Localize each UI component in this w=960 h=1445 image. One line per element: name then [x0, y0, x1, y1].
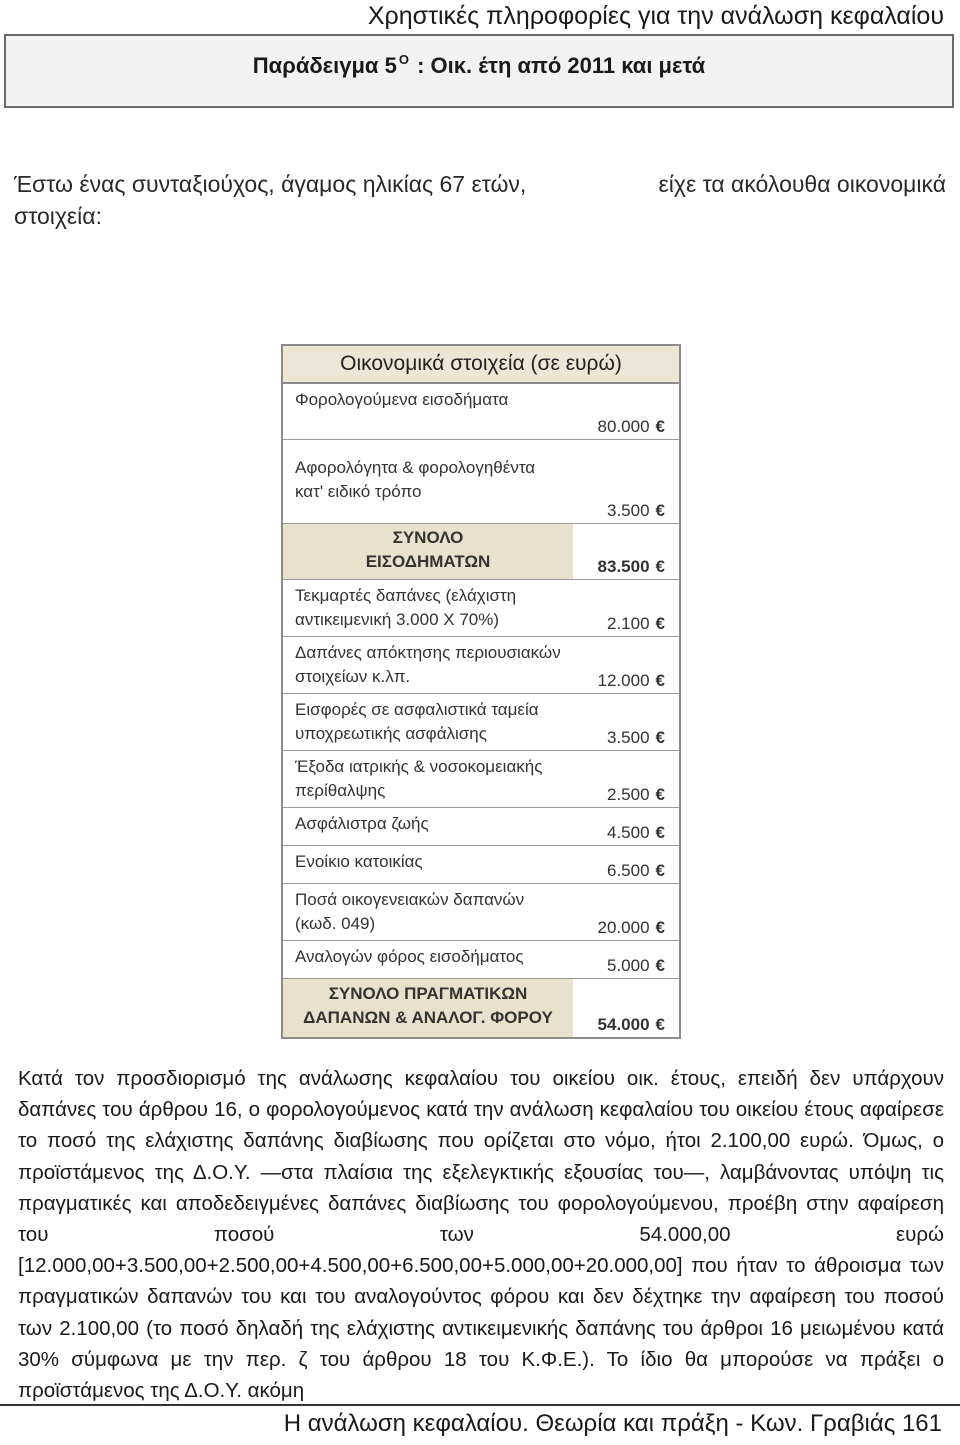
example-heading-box: [4, 34, 954, 108]
row-label: Ενοίκιο κατοικίας: [295, 852, 423, 871]
intro-line2: στοιχεία:: [14, 203, 102, 229]
row-label: Φορολογούμενα εισοδήματα: [295, 390, 509, 409]
row-value: 20.000 €: [597, 918, 665, 937]
example-prefix: Παράδειγμα 5: [252, 53, 397, 78]
row-value: 2.500 €: [606, 785, 665, 804]
table-row: [283, 846, 679, 884]
table-row: [283, 637, 679, 694]
table-row: [283, 751, 679, 808]
row-value: 80.000 €: [597, 417, 665, 436]
euro-sign: €: [655, 956, 665, 975]
row-label: Ασφάλιστρα ζωής: [295, 814, 429, 833]
row-label: ΣΥΝΟΛΟ ΠΡΑΓΜΑΤΙΚΩΝ ΔΑΠΑΝΩΝ & ΑΝΑΛΟΓ. ΦΟΡΟΥ: [303, 984, 553, 1027]
row-label: ΣΥΝΟΛΟ ΕΙΣΟΔΗΜΑΤΩΝ: [365, 528, 491, 571]
row-value: 54.000 €: [597, 1015, 665, 1034]
intro-paragraph: [14, 168, 946, 232]
row-value: 3.500 €: [606, 501, 665, 520]
table-row-total-income: [283, 524, 679, 580]
row-label: Ποσά οικογενειακών δαπανών (κωδ. 049): [295, 890, 525, 933]
page-header-title: Χρηστικές πληροφορίες για την ανάλωση κεφαλαίου: [367, 2, 944, 30]
example-superscript: Ο: [398, 52, 409, 67]
table-row: [283, 440, 679, 524]
example-heading: [6, 52, 952, 79]
row-value: 83.500 €: [597, 557, 665, 576]
euro-sign: €: [655, 557, 665, 576]
intro-line1-left: Έστω ένας συνταξιούχος, άγαμος ηλικίας 67 ετών,: [14, 171, 527, 197]
euro-sign: €: [655, 501, 665, 520]
euro-sign: €: [655, 1015, 665, 1034]
row-value: 6.500 €: [606, 861, 665, 880]
row-value: 5.000 €: [606, 956, 665, 975]
euro-sign: €: [655, 918, 665, 937]
euro-sign: €: [655, 785, 665, 804]
row-value: 3.500 €: [606, 728, 665, 747]
row-value: 4.500 €: [606, 823, 665, 842]
euro-sign: €: [655, 823, 665, 842]
intro-line1-right: είχε τα ακόλουθα οικονομικά: [658, 171, 946, 197]
table-row: [283, 941, 679, 979]
row-label: Αφορολόγητα & φορολογηθέντα κατ' ειδικό τρόπο: [295, 458, 536, 501]
body-paragraph: Κατά τον προσδιορισμό της ανάλωσης κεφαλαίου του οικείου οικ. έτους, επειδή δεν υπάρχουν δαπάνες του άρθρου 16, ο φορολογούμενος κατά την ανάλωση κεφαλαίου του οικείου έτους αφαίρεσε το ποσό της ελάχιστης δαπάνης διαβίωσης που ορίζεται στο νόμο, ήτοι 2.100,00 ευρώ. Όμως, ο προϊστάμενος της Δ.Ο.Υ. —στα πλαίσια της εξελεγκτικής εξουσίας του—, λαμβάνοντας υπόψη τις πραγματικές και αποδεδειγμένες δαπάνες διαβίωσης του φορολογούμενου, προέβη στην αφαίρεση του ποσού των 54.000,00 ευρώ [12.000,00+3.500,00+2.500,00+4.500,00+6.500,00+5.000,00+20.000,00] που ήταν το άθροισμα των πραγματικών δαπανών του και του αναλογούντος φόρου και δεν δέχτηκε την αφαίρεση του ποσού των 2.100,00 (το ποσό δηλαδή της ελάχιστης αντικειμενικής δαπάνης του άρθροι 16 μειωμένου κατά 30% σύμφωνα με την περ. ζ του άρθρου 18 του Κ.Φ.Ε.). Το ίδιο θα μπορούσε να πράξει ο προϊστάμενος της Δ.Ο.Υ. ακόμη: [18, 1067, 944, 1403]
row-value: 2.100 €: [606, 614, 665, 633]
table-row: [283, 808, 679, 846]
table-row: [283, 694, 679, 751]
euro-sign: €: [655, 728, 665, 747]
euro-sign: €: [655, 671, 665, 690]
financial-table-title: Οικονομικά στοιχεία (σε ευρώ): [283, 346, 679, 384]
row-label: Αναλογών φόρος εισοδήματος: [295, 947, 524, 966]
example-suffix: : Οικ. έτη από 2011 και μετά: [417, 53, 706, 78]
row-value: 12.000 €: [597, 671, 665, 690]
table-row-total-expenses: [283, 979, 679, 1037]
row-label: Εισφορές σε ασφαλιστικά ταμεία υποχρεωτικής ασφάλισης: [295, 700, 539, 743]
table-row: [283, 580, 679, 637]
euro-sign: €: [655, 861, 665, 880]
row-label: Δαπάνες απόκτησης περιουσιακών στοιχείων κ.λπ.: [295, 643, 561, 686]
financial-data-table: [281, 344, 681, 1039]
row-label: Τεκμαρτές δαπάνες (ελάχιστη αντικειμενική 3.000 Χ 70%): [295, 586, 517, 629]
euro-sign: €: [655, 614, 665, 633]
table-row: [283, 884, 679, 941]
page-footer: [0, 1404, 960, 1445]
euro-sign: €: [655, 417, 665, 436]
footer-text: Η ανάλωση κεφαλαίου. Θεωρία και πράξη - Κων. Γραβιάς 161: [283, 1410, 942, 1437]
row-label: Έξοδα ιατρικής & νοσοκομειακής περίθαλψης: [295, 757, 543, 800]
table-row: [283, 384, 679, 440]
